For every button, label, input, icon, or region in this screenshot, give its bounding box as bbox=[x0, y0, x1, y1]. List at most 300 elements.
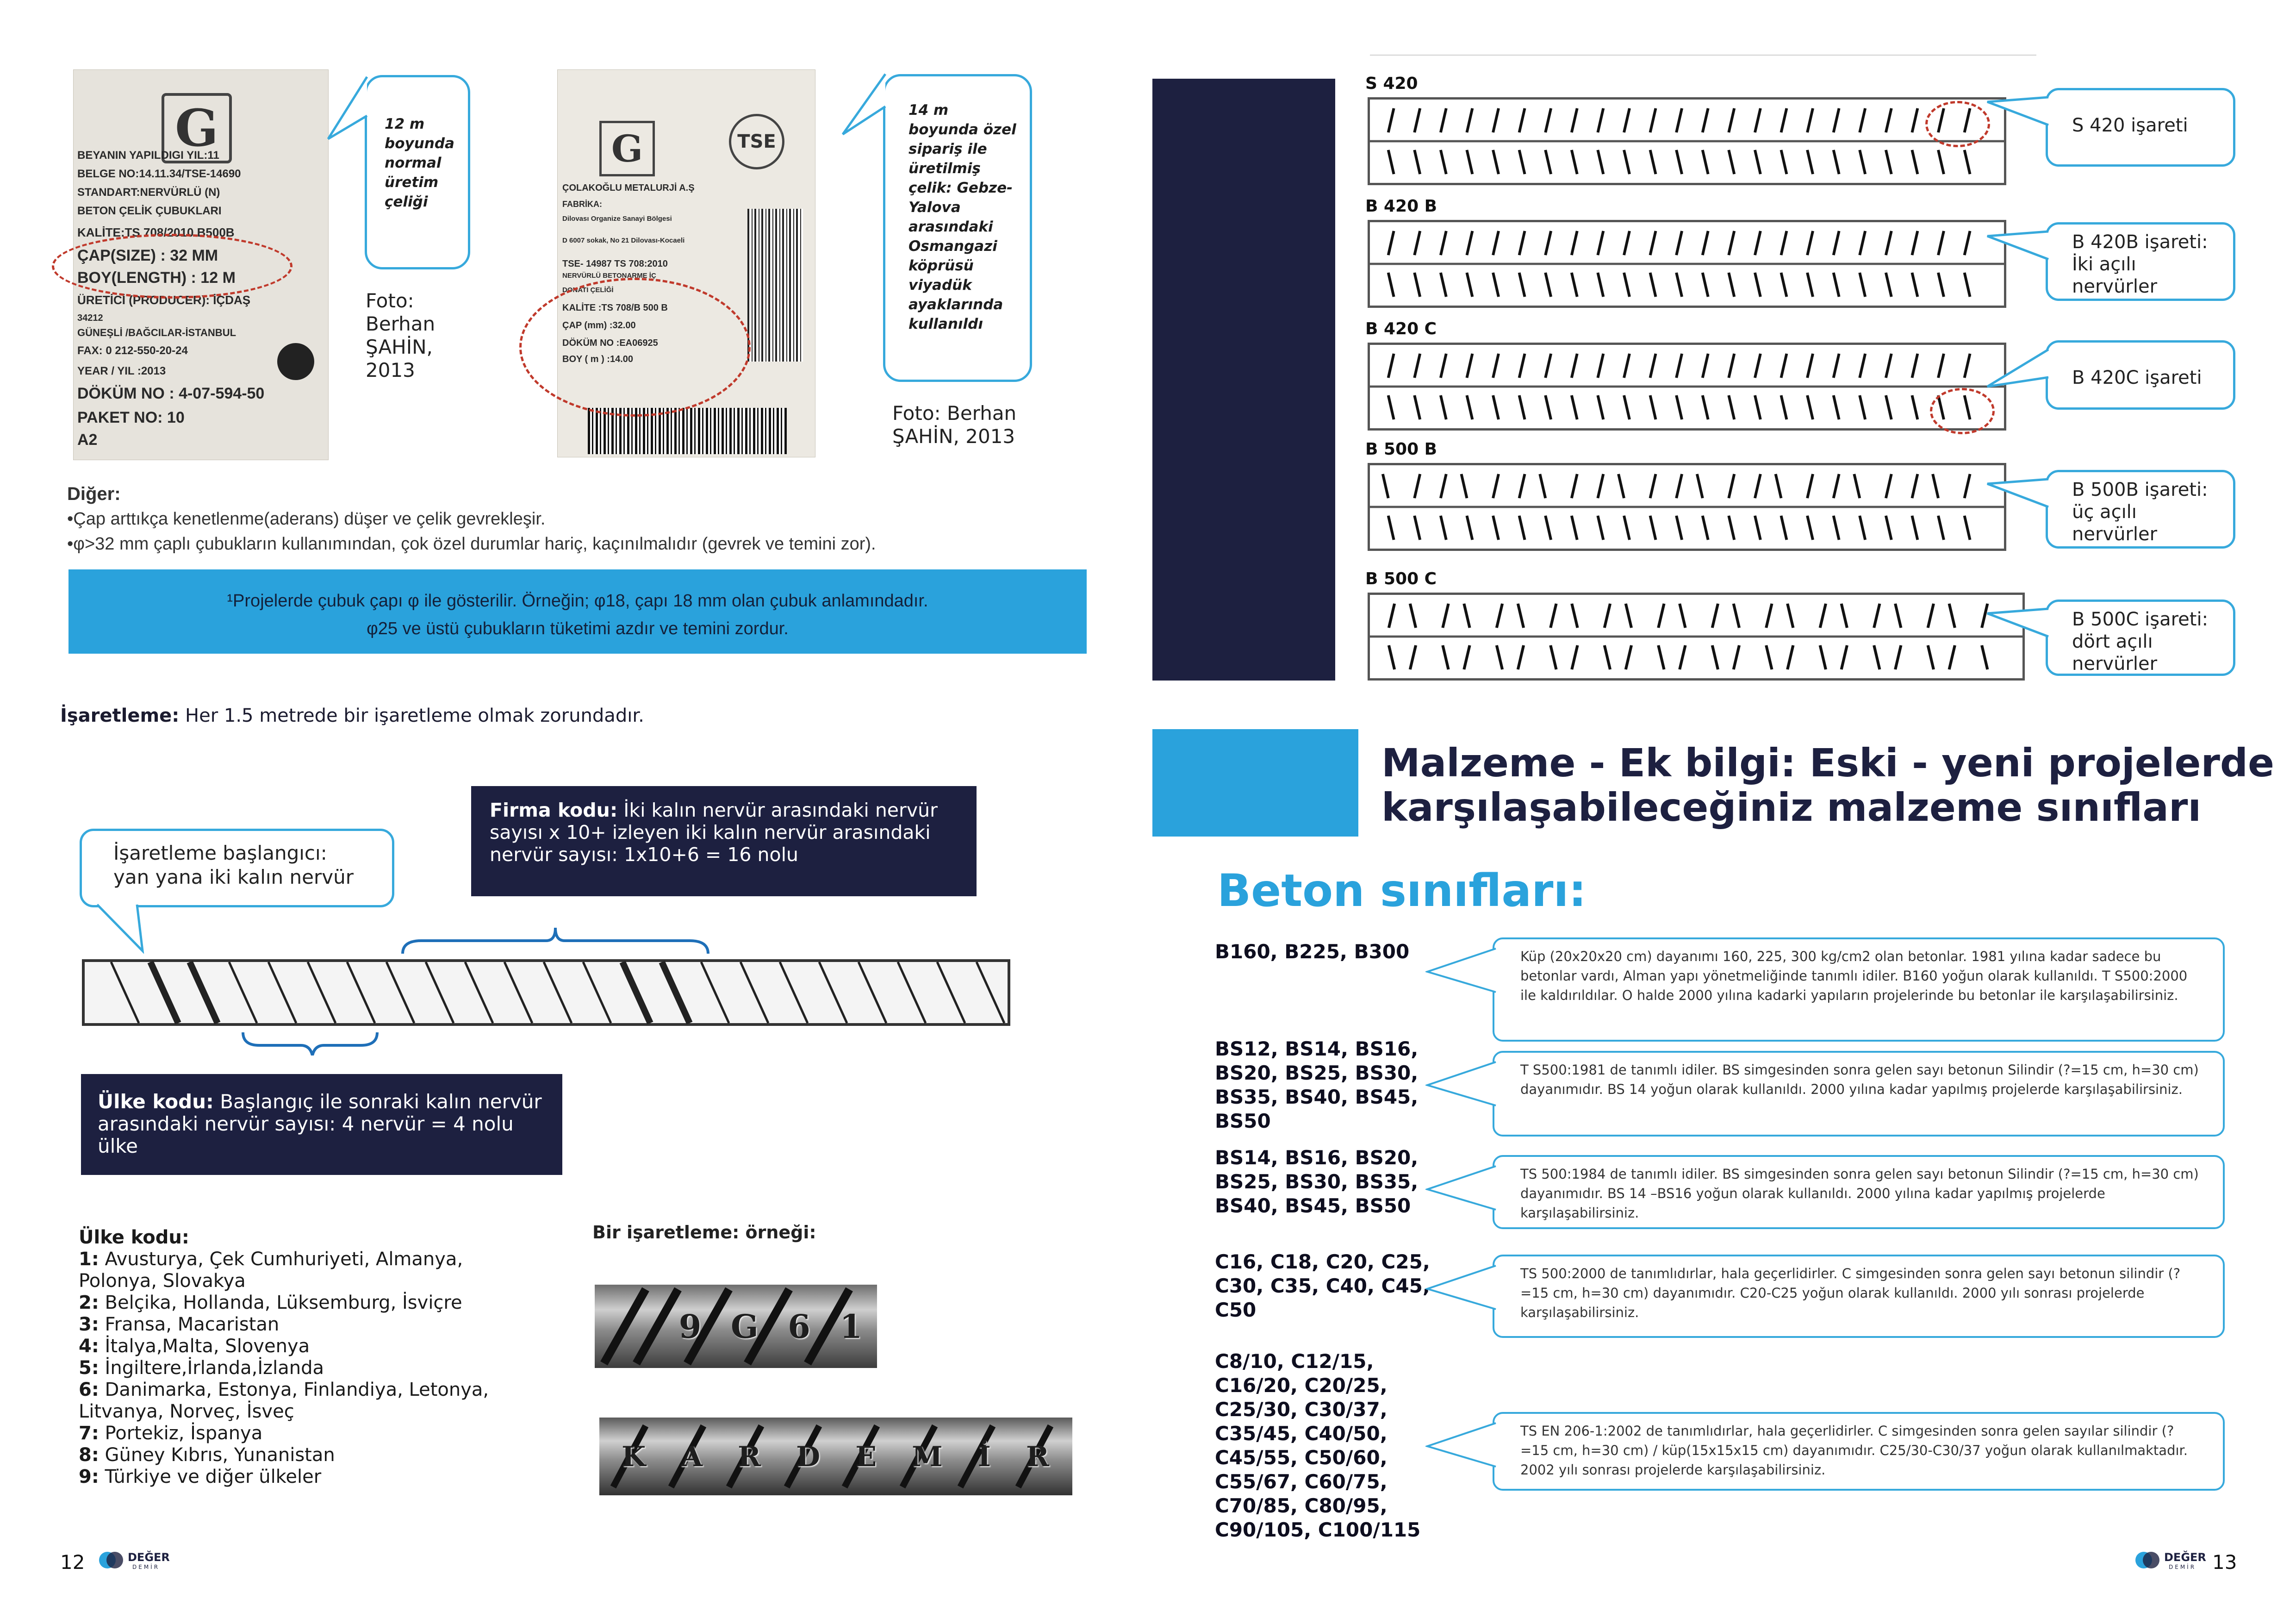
embossed-letter: D bbox=[796, 1441, 821, 1473]
rib-stroke bbox=[1388, 273, 1394, 297]
rib-stroke bbox=[1712, 604, 1718, 628]
rib-stroke bbox=[1807, 150, 1813, 174]
country-code-names: Danimarka, Estonya, Finlandiya, Letonya, bbox=[99, 1379, 489, 1400]
photo-credit-2: Foto: Berhan ŞAHİN, 2013 bbox=[892, 402, 1017, 448]
rib-stroke bbox=[1755, 150, 1761, 174]
rib-stroke bbox=[1467, 354, 1472, 378]
callout-pointer bbox=[1985, 345, 2050, 391]
rib-stroke bbox=[1414, 150, 1420, 174]
rib-stroke bbox=[1624, 108, 1630, 132]
rib-stroke bbox=[1650, 354, 1656, 378]
rib-stroke bbox=[1834, 273, 1839, 297]
rib-stroke bbox=[1912, 516, 1917, 540]
marking-rule-text: Her 1.5 metrede bir işaretleme olmak zorundadır. bbox=[179, 705, 644, 726]
rib-stroke bbox=[1572, 645, 1577, 669]
rib-stroke bbox=[1441, 395, 1446, 419]
rib-stroke bbox=[1441, 273, 1446, 297]
rib-stroke bbox=[1624, 516, 1630, 540]
rib-stroke bbox=[1467, 273, 1472, 297]
rib-stroke bbox=[1729, 474, 1734, 498]
rib-stroke bbox=[1766, 604, 1772, 628]
rib-stroke bbox=[1755, 108, 1761, 132]
tag-logo: G bbox=[162, 93, 232, 163]
rib-stroke bbox=[1414, 273, 1420, 297]
rib-stroke bbox=[1895, 645, 1901, 669]
rebar-type-label: B 420 C bbox=[1365, 319, 1437, 338]
rib-stroke bbox=[1703, 516, 1708, 540]
embossed-letter: G bbox=[730, 1307, 759, 1346]
rib-stroke bbox=[1624, 354, 1630, 378]
concrete-class-names: BS14, BS16, BS20, BS25, BS30, BS35, BS40, BS45, BS50 bbox=[1215, 1146, 1419, 1217]
rib-stroke bbox=[1519, 354, 1525, 378]
rib-stroke bbox=[1467, 231, 1472, 255]
rib-stroke bbox=[1650, 474, 1656, 498]
diger-line-1: •Çap arttıkça kenetlenme(aderans) düşer ve çelik gevrekleşir. bbox=[67, 509, 546, 529]
rebar-marking-callout: S 420 işareti bbox=[2046, 88, 2235, 167]
rib-stroke bbox=[1626, 645, 1631, 669]
rib-stroke bbox=[1928, 604, 1934, 628]
country-code-text: Başlangıç ile sonraki kalın nervür arasındaki nervür sayısı: 4 nervür = 4 nolu ülke bbox=[98, 1090, 542, 1157]
concrete-class-names: C16, C18, C20, C25, C30, C35, C40, C45, C50 bbox=[1215, 1250, 1430, 1321]
concrete-class-names: C8/10, C12/15, C16/20, C20/25, C25/30, C30/37, C35/45, C40/50, C45/55, C50/60, C55/67, C60/75, C70/85, C80/95, C90/105, C100/115 bbox=[1215, 1350, 1421, 1541]
rib-stroke bbox=[1854, 474, 1860, 498]
rib-stroke bbox=[1886, 395, 1892, 419]
info-line-1: ¹Projelerde çubuk çapı φ ile gösterilir. Örneğin; φ18, çapı 18 mm olan çubuk anlamındadır. bbox=[227, 591, 928, 611]
rib-stroke bbox=[1938, 273, 1944, 297]
logo-mark-icon bbox=[97, 1550, 125, 1570]
logo-subtext: DEMİR bbox=[2169, 1564, 2196, 1570]
rib-stroke bbox=[1658, 645, 1664, 669]
rib-stroke bbox=[1518, 604, 1524, 628]
rib-stroke bbox=[1933, 474, 1938, 498]
rib-stroke bbox=[1886, 150, 1892, 174]
rib-stroke bbox=[1467, 150, 1472, 174]
rib-stroke bbox=[1545, 231, 1551, 255]
rib-stroke bbox=[1519, 474, 1525, 498]
rib-stroke bbox=[1414, 516, 1420, 540]
rib-stroke bbox=[1676, 108, 1682, 132]
materials-heading bbox=[1381, 741, 2289, 830]
rib-stroke bbox=[1729, 516, 1734, 540]
country-code-names: Portekiz, İspanya bbox=[99, 1423, 263, 1444]
rib-stroke bbox=[1443, 645, 1448, 669]
tag-logo: G bbox=[599, 121, 655, 176]
rib-stroke bbox=[1414, 231, 1420, 255]
rib-stroke bbox=[1464, 645, 1469, 669]
rib-stroke bbox=[1493, 354, 1499, 378]
rib-stroke bbox=[1388, 516, 1394, 540]
country-list-item bbox=[79, 1379, 565, 1401]
rib-stroke bbox=[1598, 108, 1603, 132]
company-logo-left bbox=[97, 1550, 180, 1573]
embossed-letter: İ bbox=[977, 1441, 991, 1473]
embossed-letter: K bbox=[622, 1441, 646, 1473]
rib-stroke bbox=[1860, 108, 1865, 132]
rebar-pattern bbox=[1368, 593, 2025, 681]
rib-stroke bbox=[1389, 645, 1394, 669]
rib-stroke bbox=[1912, 273, 1917, 297]
marking-example-bar-2 bbox=[599, 1418, 1072, 1495]
rib-stroke bbox=[1545, 150, 1551, 174]
country-code-names: Litvanya, Norveç, İsveç bbox=[79, 1401, 294, 1422]
rib-stroke bbox=[1807, 231, 1813, 255]
rib-stroke bbox=[1493, 395, 1499, 419]
rib-stroke bbox=[1519, 273, 1525, 297]
callout-normal-production: 12 m boyunda normal üretim çeliği bbox=[365, 75, 470, 269]
concrete-class-names: B160, B225, B300 bbox=[1215, 940, 1410, 963]
embossed-letter: E bbox=[855, 1441, 877, 1473]
description-pointer bbox=[1425, 1163, 1504, 1219]
rib-stroke bbox=[1820, 645, 1826, 669]
rib-stroke bbox=[1734, 645, 1739, 669]
tag-emblem-icon bbox=[277, 343, 314, 380]
logo-subtext: DEMİR bbox=[132, 1564, 160, 1570]
callout-pointer bbox=[1985, 227, 2050, 273]
rib-stroke bbox=[1781, 395, 1787, 419]
country-list-item bbox=[79, 1314, 565, 1336]
rib-stroke bbox=[1842, 604, 1847, 628]
marking-example-bar-1 bbox=[595, 1285, 877, 1368]
rib-stroke bbox=[1676, 516, 1682, 540]
rib-stroke bbox=[1755, 354, 1761, 378]
rib-stroke bbox=[1467, 395, 1472, 419]
rib-stroke bbox=[1965, 474, 1970, 498]
country-list-item bbox=[79, 1249, 565, 1270]
rib-stroke bbox=[1572, 474, 1577, 498]
rib-stroke bbox=[1650, 516, 1656, 540]
heading-line-2: karşılaşabileceğiniz malzeme sınıfları bbox=[1381, 785, 2202, 830]
rib-stroke bbox=[1834, 231, 1839, 255]
country-list-item bbox=[79, 1270, 565, 1292]
rib-stroke bbox=[1834, 395, 1839, 419]
rib-stroke bbox=[1462, 474, 1467, 498]
rebar-type-label: S 420 bbox=[1365, 74, 1418, 93]
rib-stroke bbox=[1703, 231, 1708, 255]
rib-stroke bbox=[1676, 474, 1682, 498]
rib-stroke bbox=[1886, 516, 1892, 540]
rib-stroke bbox=[1860, 354, 1865, 378]
rib-stroke bbox=[1886, 273, 1892, 297]
concrete-class-description: T S500:1981 de tanımlı idiler. BS simgesinden sonra gelen sayı betonun Silindir (?=15 cm, h=30 cm) dayanımıdır. BS 14 yoğun olarak kullanıldı. 2000 yılına kadar yapılmış projelerde karşılaşabilirsiniz. bbox=[1493, 1051, 2225, 1137]
tse-logo: TSE bbox=[729, 114, 784, 169]
rib-stroke bbox=[1842, 645, 1847, 669]
rebar-type-label: B 420 B bbox=[1365, 197, 1437, 216]
country-code-number: 8: bbox=[79, 1444, 99, 1466]
embossed-letter: A bbox=[681, 1441, 703, 1473]
country-code-names: Güney Kıbrıs, Yunanistan bbox=[99, 1444, 335, 1466]
rib-stroke bbox=[1572, 516, 1577, 540]
rib-stroke bbox=[1441, 474, 1446, 498]
rib-stroke bbox=[1624, 150, 1630, 174]
rib-stroke bbox=[1807, 516, 1813, 540]
rib-stroke bbox=[1807, 354, 1813, 378]
rib-stroke bbox=[1912, 354, 1917, 378]
rib-stroke bbox=[1676, 273, 1682, 297]
country-code-number: 7: bbox=[79, 1423, 99, 1444]
rib-stroke bbox=[1680, 604, 1685, 628]
logo-text: DEĞER bbox=[128, 1551, 170, 1564]
rib-stroke bbox=[1912, 231, 1917, 255]
callout-pointer bbox=[1985, 93, 2050, 139]
embossed-letter: R bbox=[738, 1441, 761, 1473]
rib-stroke bbox=[1618, 474, 1624, 498]
rib-stroke bbox=[1781, 150, 1787, 174]
country-list-item bbox=[79, 1336, 565, 1357]
rib-stroke bbox=[1703, 150, 1708, 174]
rebar-pattern bbox=[1368, 97, 2006, 185]
country-list-item bbox=[79, 1423, 565, 1444]
callout-1-pointer bbox=[326, 74, 373, 148]
rib-stroke bbox=[1807, 108, 1813, 132]
rib-stroke bbox=[1834, 150, 1839, 174]
rib-stroke bbox=[1949, 604, 1955, 628]
rib-stroke bbox=[1712, 645, 1718, 669]
rib-stroke bbox=[1572, 273, 1577, 297]
rib-stroke bbox=[1545, 395, 1551, 419]
country-list-item bbox=[79, 1401, 565, 1423]
rib-stroke bbox=[1965, 273, 1970, 297]
description-pointer bbox=[1425, 1420, 1504, 1476]
country-code-names: Belçika, Hollanda, Lüksemburg, İsviçre bbox=[99, 1292, 462, 1313]
navy-side-panel bbox=[1152, 79, 1335, 681]
diameter-info-box bbox=[68, 569, 1087, 654]
rib-stroke bbox=[1624, 395, 1630, 419]
country-code-number: 2: bbox=[79, 1292, 99, 1313]
rib-stroke bbox=[1781, 231, 1787, 255]
rebar-pattern bbox=[1368, 463, 2006, 551]
rib-stroke bbox=[1598, 354, 1603, 378]
rib-stroke bbox=[1807, 273, 1813, 297]
rib-stroke bbox=[1650, 273, 1656, 297]
rib-stroke bbox=[1545, 354, 1551, 378]
rib-stroke bbox=[1807, 395, 1813, 419]
rib-stroke bbox=[1834, 516, 1839, 540]
rib-stroke bbox=[1493, 516, 1499, 540]
rib-stroke bbox=[1729, 273, 1734, 297]
rib-stroke bbox=[1949, 645, 1955, 669]
page-number-right: 13 bbox=[2212, 1551, 2237, 1574]
rib-stroke bbox=[1729, 231, 1734, 255]
rib-stroke bbox=[1676, 354, 1682, 378]
rib-stroke bbox=[1676, 231, 1682, 255]
highlight-circle-2 bbox=[519, 278, 751, 417]
rib-stroke bbox=[1519, 395, 1525, 419]
rib-stroke bbox=[1540, 474, 1545, 498]
rib-stroke bbox=[1624, 273, 1630, 297]
rib-stroke bbox=[1493, 273, 1499, 297]
rib-stroke bbox=[1441, 516, 1446, 540]
rib-stroke bbox=[1493, 150, 1499, 174]
rebar-type-label: B 500 C bbox=[1365, 569, 1437, 588]
diger-section bbox=[67, 481, 1085, 556]
rib-stroke bbox=[1464, 604, 1469, 628]
rib-stroke bbox=[1703, 395, 1708, 419]
marking-rule bbox=[60, 704, 644, 728]
rib-stroke bbox=[1414, 108, 1420, 132]
rib-stroke bbox=[1729, 150, 1734, 174]
tag-text-lines: ÇOLAKOĞLU METALURJİ A.Ş FABRİKA: Dilovası Organize Sanayi Bölgesi D 6007 sokak, No 21 Dilovası-Kocaeli TSE- 14987 TS 708:2010 NERVÜRLÜ BETONARME İÇ DONATI ÇELİĞİ KALİTE :TS 708/B 500 B ÇAP (mm) :32.00 DÖKÜM NO :EA06925 BOY ( m ) :14.00 bbox=[562, 183, 695, 364]
rib-stroke bbox=[1572, 395, 1577, 419]
rebar-marking-callout: B 500B işareti: üç açılı nervürler bbox=[2046, 470, 2235, 549]
rib-stroke bbox=[1519, 150, 1525, 174]
country-list-item bbox=[79, 1466, 565, 1488]
rib-stroke bbox=[1781, 516, 1787, 540]
heading-blue-block bbox=[1152, 729, 1358, 837]
rib-stroke bbox=[1572, 604, 1577, 628]
rib-stroke bbox=[1519, 516, 1525, 540]
country-code-number: 9: bbox=[79, 1466, 99, 1487]
rib-stroke bbox=[1776, 474, 1781, 498]
marker-highlight bbox=[1925, 101, 1990, 147]
rib-stroke bbox=[1650, 108, 1656, 132]
country-code-names: İngiltere,İrlanda,İzlanda bbox=[99, 1357, 324, 1379]
rib-stroke bbox=[1676, 395, 1682, 419]
rib-stroke bbox=[1605, 604, 1610, 628]
embossed-letter: R bbox=[1026, 1441, 1049, 1473]
highlight-circle-1 bbox=[52, 234, 292, 299]
rib-stroke bbox=[1441, 231, 1446, 255]
rib-stroke bbox=[1766, 645, 1772, 669]
description-pointer bbox=[1425, 1263, 1504, 1318]
rib-stroke bbox=[1729, 395, 1734, 419]
embossed-letter: 1 bbox=[840, 1307, 863, 1346]
rib-stroke bbox=[1729, 354, 1734, 378]
callout-special-order: 14 m boyunda özel sipariş ile üretilmiş çelik: Gebze-Yalova arasındaki Osmangazi köprüsü viyadük ayaklarında kullanıldı bbox=[883, 74, 1032, 382]
description-pointer bbox=[1425, 1059, 1504, 1115]
rib-stroke bbox=[1860, 273, 1865, 297]
info-line-2: φ25 ve üstü çubukların tüketimi azdır ve temini zordur. bbox=[367, 619, 789, 638]
rib-stroke bbox=[1414, 395, 1420, 419]
rib-stroke bbox=[1414, 354, 1420, 378]
country-list-item bbox=[79, 1444, 565, 1466]
rib-stroke bbox=[1886, 474, 1892, 498]
rib-stroke bbox=[1886, 108, 1892, 132]
country-code-number: 1: bbox=[79, 1249, 99, 1270]
rib-stroke bbox=[1965, 231, 1970, 255]
company-code-label: Firma kodu: bbox=[490, 799, 618, 821]
top-rule bbox=[1370, 55, 2036, 56]
embossed-letter: M bbox=[912, 1441, 943, 1473]
tag-text-lines: BEYANIN YAPILDIGI YIL:11 BELGE NO:14.11.34/TSE-14690 STANDART:NERVÜRLÜ (N) BETON ÇELİK ÇUBUKLARI KALİTE:TS 708/2010 B500B ÇAP(SIZE) : 32 MM BOY(LENGTH) : 12 M ÜRETİCİ (PRODUCER): İÇDAŞ 34212 GÜNEŞLİ /BAĞCILAR-İSTANBUL FAX: 0 212-550-20-24 YEAR / YIL :2013 DÖKÜM NO : 4-07-594-50 PAKET NO: 10 A2 bbox=[77, 149, 265, 449]
rib-stroke bbox=[1383, 474, 1388, 498]
country-code-names: Fransa, Macaristan bbox=[99, 1314, 280, 1335]
rib-stroke bbox=[1697, 474, 1703, 498]
rib-stroke bbox=[1680, 645, 1685, 669]
rib-stroke bbox=[1965, 354, 1970, 378]
rib-stroke bbox=[1388, 108, 1394, 132]
rebar-pattern bbox=[1368, 343, 2006, 431]
rib-stroke bbox=[1938, 231, 1944, 255]
embossed-letter: 6 bbox=[788, 1307, 810, 1346]
rib-stroke bbox=[1605, 645, 1610, 669]
rib-stroke bbox=[1860, 231, 1865, 255]
rib-stroke bbox=[1895, 604, 1901, 628]
country-code-number: 3: bbox=[79, 1314, 99, 1335]
rib-stroke bbox=[1938, 150, 1944, 174]
country-code-box bbox=[81, 1074, 562, 1175]
concrete-class-names: BS12, BS14, BS16, BS20, BS25, BS30, BS35, BS40, BS45, BS50 bbox=[1215, 1037, 1419, 1132]
country-code-number: 4: bbox=[79, 1336, 99, 1357]
country-code-names: Avusturya, Çek Cumhuriyeti, Almanya, bbox=[99, 1249, 463, 1270]
rib-stroke bbox=[1703, 108, 1708, 132]
rib-stroke bbox=[1410, 604, 1416, 628]
rib-stroke bbox=[1550, 645, 1556, 669]
rib-stroke bbox=[1626, 604, 1631, 628]
rib-stroke bbox=[1572, 354, 1577, 378]
rib-stroke bbox=[1874, 604, 1879, 628]
rib-stroke bbox=[1755, 395, 1761, 419]
rib-stroke bbox=[1518, 645, 1524, 669]
rib-stroke bbox=[1467, 516, 1472, 540]
concrete-classes-title: Beton sınıfları: bbox=[1217, 865, 1587, 917]
rebar-pattern bbox=[1368, 220, 2006, 308]
rib-stroke bbox=[1834, 108, 1839, 132]
rib-stroke bbox=[1414, 474, 1420, 498]
country-code-list bbox=[79, 1227, 565, 1488]
rib-stroke bbox=[1388, 354, 1394, 378]
rib-stroke bbox=[1441, 150, 1446, 174]
rib-stroke bbox=[1755, 231, 1761, 255]
rib-stroke bbox=[1729, 108, 1734, 132]
company-logo-right bbox=[2134, 1550, 2217, 1573]
country-list-item bbox=[79, 1292, 565, 1314]
rib-stroke bbox=[1493, 108, 1499, 132]
rib-stroke bbox=[1912, 474, 1917, 498]
country-list-title: Ülke kodu: bbox=[79, 1227, 189, 1248]
rib-stroke bbox=[1443, 604, 1448, 628]
country-code-names: Türkiye ve diğer ülkeler bbox=[99, 1466, 322, 1487]
rib-stroke bbox=[1388, 150, 1394, 174]
rib-stroke bbox=[1388, 231, 1394, 255]
rib-stroke bbox=[1860, 395, 1865, 419]
diger-title: Diğer: bbox=[67, 484, 121, 504]
rib-stroke bbox=[1781, 273, 1787, 297]
page-number-left: 12 bbox=[60, 1551, 85, 1574]
rib-stroke bbox=[1519, 108, 1525, 132]
marker-highlight bbox=[1930, 388, 1995, 434]
rib-stroke bbox=[1755, 516, 1761, 540]
rib-stroke bbox=[1860, 150, 1865, 174]
rebar-type-label: B 500 B bbox=[1365, 440, 1437, 459]
rib-stroke bbox=[1834, 474, 1839, 498]
photo-credit-1: Foto: Berhan ŞAHİN, 2013 bbox=[366, 289, 436, 381]
rib-stroke bbox=[1545, 273, 1551, 297]
rebar-marking-diagram bbox=[79, 907, 1014, 1056]
rib-stroke bbox=[1912, 395, 1917, 419]
rib-stroke bbox=[1572, 150, 1577, 174]
logo-mark-icon bbox=[2134, 1550, 2161, 1570]
rib-stroke bbox=[1572, 231, 1577, 255]
rib-stroke bbox=[1598, 273, 1603, 297]
country-code-number: 5: bbox=[79, 1357, 99, 1379]
rib-stroke bbox=[1598, 231, 1603, 255]
rebar-marking-callout: B 500C işareti: dört açılı nervürler bbox=[2046, 600, 2235, 676]
company-code-box bbox=[471, 786, 977, 896]
marking-rule-label: İşaretleme: bbox=[60, 705, 180, 726]
rib-stroke bbox=[1703, 354, 1708, 378]
rib-stroke bbox=[1410, 645, 1416, 669]
concrete-class-description: TS 500:1984 de tanımlı idiler. BS simgesinden sonra gelen sayı betonun Silindir (?=15 cm, h=30 cm) dayanımıdır. BS 14 –BS16 yoğun olarak kullanıldı. 2000 yılına kadar yapılmış projelerde karşılaşabilirsiniz. bbox=[1493, 1155, 2225, 1229]
rib-stroke bbox=[1650, 150, 1656, 174]
callout-pointer bbox=[1985, 604, 2050, 650]
rib-stroke bbox=[1755, 474, 1761, 498]
callout-pointer bbox=[1985, 475, 2050, 521]
rebar-marking-callout: B 420C işareti bbox=[2046, 340, 2235, 410]
diger-line-2: •φ>32 mm çaplı çubukların kullanımından, çok özel durumlar hariç, kaçınılmalıdır (gevrek ve temini zor). bbox=[67, 534, 876, 554]
rib-stroke bbox=[1493, 474, 1499, 498]
marking-start-callout: İşaretleme başlangıcı: yan yana iki kalın nervür bbox=[80, 829, 394, 907]
rib-stroke bbox=[1912, 150, 1917, 174]
